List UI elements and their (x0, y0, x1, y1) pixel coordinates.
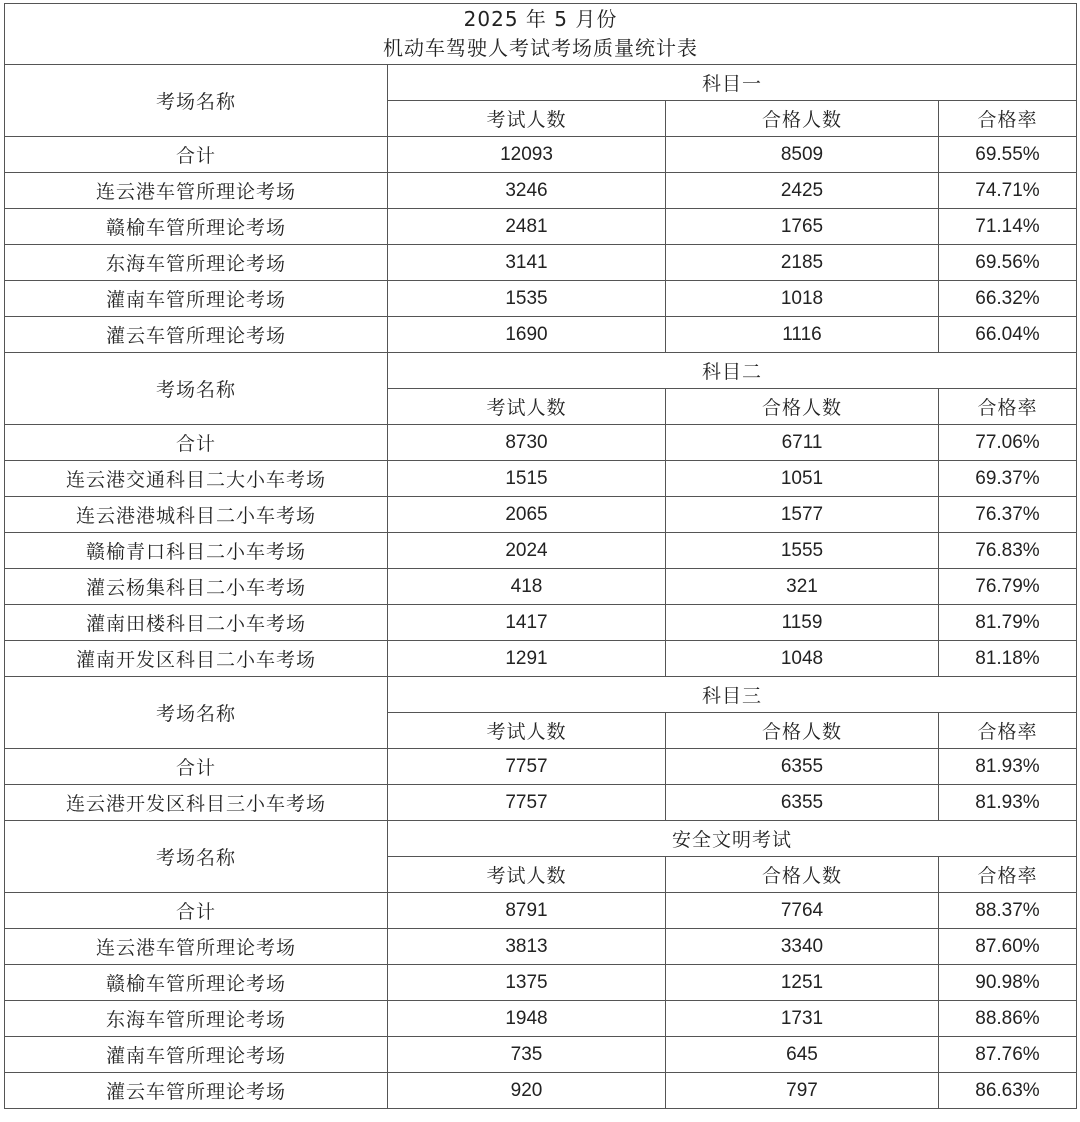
venue-name-cell: 合计 (5, 425, 388, 461)
section-subject-row (5, 353, 1077, 389)
pass-rate-cell: 69.37% (939, 461, 1077, 497)
table-row (5, 209, 1077, 245)
table-row (5, 605, 1077, 641)
pass-count-cell: 2185 (666, 245, 939, 281)
pass-count-cell: 6355 (666, 785, 939, 821)
venue-name-cell: 灌云车管所理论考场 (5, 1073, 388, 1109)
pass-rate-cell: 88.86% (939, 1001, 1077, 1037)
venue-name-cell: 连云港交通科目二大小车考场 (5, 461, 388, 497)
table-row (5, 317, 1077, 353)
section-subject-row (5, 65, 1077, 101)
table-row (5, 173, 1077, 209)
column-header-exam-count: 考试人数 (388, 713, 666, 749)
exam-count-cell: 735 (388, 1037, 666, 1073)
column-header-pass-rate: 合格率 (939, 857, 1077, 893)
pass-count-cell: 8509 (666, 137, 939, 173)
exam-count-cell: 3246 (388, 173, 666, 209)
pass-count-cell: 1251 (666, 965, 939, 1001)
pass-rate-cell: 87.60% (939, 929, 1077, 965)
pass-rate-cell: 76.37% (939, 497, 1077, 533)
venue-name-cell: 东海车管所理论考场 (5, 245, 388, 281)
column-header-pass-rate: 合格率 (939, 101, 1077, 137)
column-header-pass-count: 合格人数 (666, 389, 939, 425)
section-subject-row (5, 677, 1077, 713)
column-header-venue-name: 考场名称 (5, 65, 388, 137)
pass-count-cell: 7764 (666, 893, 939, 929)
venue-name-cell: 连云港港城科目二小车考场 (5, 497, 388, 533)
subject-title: 科目二 (388, 353, 1077, 389)
venue-name-cell: 连云港车管所理论考场 (5, 929, 388, 965)
column-header-pass-count: 合格人数 (666, 857, 939, 893)
pass-rate-cell: 86.63% (939, 1073, 1077, 1109)
table-title (5, 4, 1077, 65)
exam-count-cell: 8791 (388, 893, 666, 929)
pass-count-cell: 1731 (666, 1001, 939, 1037)
exam-count-cell: 7757 (388, 785, 666, 821)
table-body (5, 4, 1077, 1109)
pass-count-cell: 321 (666, 569, 939, 605)
pass-rate-cell: 71.14% (939, 209, 1077, 245)
exam-count-cell: 3141 (388, 245, 666, 281)
pass-count-cell: 1051 (666, 461, 939, 497)
table-row (5, 641, 1077, 677)
exam-count-cell: 1535 (388, 281, 666, 317)
pass-rate-cell: 66.32% (939, 281, 1077, 317)
venue-name-cell: 合计 (5, 749, 388, 785)
pass-count-cell: 6355 (666, 749, 939, 785)
pass-count-cell: 797 (666, 1073, 939, 1109)
pass-rate-cell: 88.37% (939, 893, 1077, 929)
exam-count-cell: 2481 (388, 209, 666, 245)
exam-count-cell: 1417 (388, 605, 666, 641)
exam-count-cell: 1375 (388, 965, 666, 1001)
pass-rate-cell: 87.76% (939, 1037, 1077, 1073)
table-row (5, 1001, 1077, 1037)
column-header-exam-count: 考试人数 (388, 857, 666, 893)
venue-name-cell: 灌南车管所理论考场 (5, 1037, 388, 1073)
exam-count-cell: 2065 (388, 497, 666, 533)
total-row (5, 425, 1077, 461)
table-row (5, 461, 1077, 497)
venue-name-cell: 灌南开发区科目二小车考场 (5, 641, 388, 677)
venue-name-cell: 赣榆青口科目二小车考场 (5, 533, 388, 569)
table-row (5, 497, 1077, 533)
column-header-pass-count: 合格人数 (666, 713, 939, 749)
table-row (5, 1037, 1077, 1073)
venue-name-cell: 灌南田楼科目二小车考场 (5, 605, 388, 641)
column-header-pass-rate: 合格率 (939, 713, 1077, 749)
pass-rate-cell: 76.83% (939, 533, 1077, 569)
subject-title: 科目三 (388, 677, 1077, 713)
pass-rate-cell: 69.55% (939, 137, 1077, 173)
pass-count-cell: 645 (666, 1037, 939, 1073)
subject-title: 科目一 (388, 65, 1077, 101)
column-header-pass-count: 合格人数 (666, 101, 939, 137)
venue-name-cell: 合计 (5, 893, 388, 929)
exam-count-cell: 2024 (388, 533, 666, 569)
venue-name-cell: 灌云车管所理论考场 (5, 317, 388, 353)
venue-name-cell: 赣榆车管所理论考场 (5, 965, 388, 1001)
exam-count-cell: 920 (388, 1073, 666, 1109)
exam-count-cell: 1948 (388, 1001, 666, 1037)
table-row (5, 569, 1077, 605)
subject-title: 安全文明考试 (388, 821, 1077, 857)
title-line-2: 机动车驾驶人考试考场质量统计表 (383, 36, 698, 60)
table-row (5, 785, 1077, 821)
pass-count-cell: 1765 (666, 209, 939, 245)
venue-name-cell: 灌云杨集科目二小车考场 (5, 569, 388, 605)
pass-count-cell: 1577 (666, 497, 939, 533)
column-header-pass-rate: 合格率 (939, 389, 1077, 425)
total-row (5, 137, 1077, 173)
exam-count-cell: 7757 (388, 749, 666, 785)
exam-count-cell: 3813 (388, 929, 666, 965)
exam-count-cell: 1291 (388, 641, 666, 677)
pass-count-cell: 1555 (666, 533, 939, 569)
exam-count-cell: 1690 (388, 317, 666, 353)
exam-count-cell: 8730 (388, 425, 666, 461)
column-header-exam-count: 考试人数 (388, 389, 666, 425)
venue-name-cell: 东海车管所理论考场 (5, 1001, 388, 1037)
pass-count-cell: 1116 (666, 317, 939, 353)
pass-rate-cell: 90.98% (939, 965, 1077, 1001)
pass-rate-cell: 69.56% (939, 245, 1077, 281)
title-line-1: 2025 年 5 月份 (463, 7, 618, 31)
column-header-venue-name: 考场名称 (5, 677, 388, 749)
total-row (5, 893, 1077, 929)
table-row (5, 533, 1077, 569)
exam-count-cell: 418 (388, 569, 666, 605)
pass-count-cell: 2425 (666, 173, 939, 209)
venue-name-cell: 赣榆车管所理论考场 (5, 209, 388, 245)
section-subject-row (5, 821, 1077, 857)
table-row (5, 1073, 1077, 1109)
pass-rate-cell: 81.93% (939, 785, 1077, 821)
column-header-venue-name: 考场名称 (5, 821, 388, 893)
venue-name-cell: 连云港开发区科目三小车考场 (5, 785, 388, 821)
table-row (5, 965, 1077, 1001)
table-row (5, 245, 1077, 281)
pass-count-cell: 1159 (666, 605, 939, 641)
pass-rate-cell: 77.06% (939, 425, 1077, 461)
pass-count-cell: 1048 (666, 641, 939, 677)
title-row (5, 4, 1077, 65)
column-header-venue-name: 考场名称 (5, 353, 388, 425)
pass-count-cell: 3340 (666, 929, 939, 965)
table-row (5, 929, 1077, 965)
table-row (5, 281, 1077, 317)
pass-rate-cell: 74.71% (939, 173, 1077, 209)
venue-name-cell: 连云港车管所理论考场 (5, 173, 388, 209)
exam-statistics-table (4, 3, 1077, 1109)
pass-rate-cell: 66.04% (939, 317, 1077, 353)
exam-count-cell: 1515 (388, 461, 666, 497)
column-header-exam-count: 考试人数 (388, 101, 666, 137)
pass-rate-cell: 81.79% (939, 605, 1077, 641)
pass-rate-cell: 76.79% (939, 569, 1077, 605)
pass-rate-cell: 81.93% (939, 749, 1077, 785)
pass-rate-cell: 81.18% (939, 641, 1077, 677)
pass-count-cell: 6711 (666, 425, 939, 461)
pass-count-cell: 1018 (666, 281, 939, 317)
exam-count-cell: 12093 (388, 137, 666, 173)
total-row (5, 749, 1077, 785)
venue-name-cell: 合计 (5, 137, 388, 173)
venue-name-cell: 灌南车管所理论考场 (5, 281, 388, 317)
